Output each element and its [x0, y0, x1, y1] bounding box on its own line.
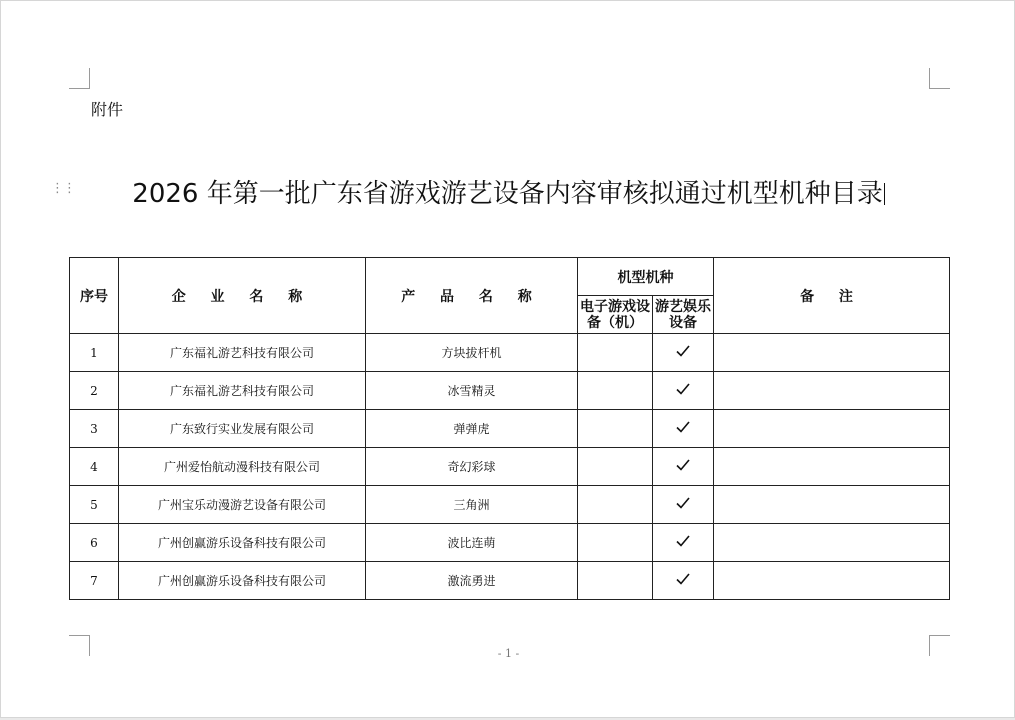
- cell-electronic[interactable]: [578, 486, 653, 524]
- table-row: [70, 524, 950, 562]
- table-row: [70, 372, 950, 410]
- page-number: - 1 -: [497, 647, 520, 660]
- cell-electronic[interactable]: [578, 448, 653, 486]
- cell-company[interactable]: 广东致行实业发展有限公司: [119, 410, 366, 448]
- cell-electronic[interactable]: [578, 334, 653, 372]
- attachment-label: 附件: [91, 100, 124, 119]
- cell-product[interactable]: 奇幻彩球: [366, 448, 578, 486]
- check-mark-icon: [675, 533, 691, 549]
- cell-product[interactable]: 冰雪精灵: [366, 372, 578, 410]
- header-seq: 序号: [70, 258, 119, 334]
- cell-electronic[interactable]: [578, 524, 653, 562]
- margin-corner-top-left: [69, 68, 90, 89]
- cell-remarks[interactable]: [714, 524, 950, 562]
- cell-product[interactable]: 弹弹虎: [366, 410, 578, 448]
- cell-company[interactable]: 广东福礼游艺科技有限公司: [119, 334, 366, 372]
- check-mark-icon: [675, 419, 691, 435]
- cell-amusement[interactable]: [653, 486, 714, 524]
- cell-seq[interactable]: 2: [70, 372, 119, 410]
- cell-remarks[interactable]: [714, 334, 950, 372]
- cell-company[interactable]: 广州宝乐动漫游艺设备有限公司: [119, 486, 366, 524]
- cell-remarks[interactable]: [714, 486, 950, 524]
- check-mark-icon: [675, 495, 691, 511]
- header-company: 企 业 名 称: [119, 258, 366, 334]
- table-row: [70, 448, 950, 486]
- cell-amusement[interactable]: [653, 524, 714, 562]
- margin-corner-top-right: [929, 68, 950, 89]
- cell-product[interactable]: 波比连萌: [366, 524, 578, 562]
- check-mark-icon: [675, 571, 691, 587]
- cell-product[interactable]: 方块拔杆机: [366, 334, 578, 372]
- cell-amusement[interactable]: [653, 334, 714, 372]
- cell-seq[interactable]: 4: [70, 448, 119, 486]
- table-body: [70, 334, 950, 600]
- cell-remarks[interactable]: [714, 562, 950, 600]
- check-mark-icon: [675, 381, 691, 397]
- header-remarks: 备 注: [714, 258, 950, 334]
- table-row: [70, 410, 950, 448]
- check-mark-icon: [675, 457, 691, 473]
- cell-product[interactable]: 三角洲: [366, 486, 578, 524]
- cell-amusement[interactable]: [653, 562, 714, 600]
- document-title-text: 2026 年第一批广东省游戏游艺设备内容审核拟通过机型机种目录: [132, 179, 883, 209]
- cell-company[interactable]: 广州创赢游乐设备科技有限公司: [119, 562, 366, 600]
- cell-company[interactable]: 广东福礼游艺科技有限公司: [119, 372, 366, 410]
- document-title[interactable]: [1, 173, 1015, 210]
- cell-electronic[interactable]: [578, 562, 653, 600]
- cell-amusement[interactable]: [653, 372, 714, 410]
- header-type-electronic: 电子游戏设备（机）: [578, 296, 653, 334]
- cell-remarks[interactable]: [714, 410, 950, 448]
- header-type-group: 机型机种: [578, 258, 714, 296]
- cell-seq[interactable]: 6: [70, 524, 119, 562]
- cell-seq[interactable]: 5: [70, 486, 119, 524]
- check-mark-icon: [675, 343, 691, 359]
- header-type-amusement: 游艺娱乐设备: [653, 296, 714, 334]
- cell-company[interactable]: 广州爱怡航动漫科技有限公司: [119, 448, 366, 486]
- cell-electronic[interactable]: [578, 410, 653, 448]
- table-row: [70, 562, 950, 600]
- text-cursor: [884, 183, 885, 205]
- cell-electronic[interactable]: [578, 372, 653, 410]
- cell-seq[interactable]: 7: [70, 562, 119, 600]
- cell-seq[interactable]: 3: [70, 410, 119, 448]
- cell-remarks[interactable]: [714, 448, 950, 486]
- table-row: [70, 334, 950, 372]
- drag-handle-icon[interactable]: ⋮⋮: [51, 181, 75, 196]
- header-product: 产 品 名 称: [366, 258, 578, 334]
- cell-remarks[interactable]: [714, 372, 950, 410]
- cell-amusement[interactable]: [653, 448, 714, 486]
- catalog-table: [69, 257, 950, 600]
- table-row: [70, 486, 950, 524]
- cell-company[interactable]: 广州创赢游乐设备科技有限公司: [119, 524, 366, 562]
- cell-amusement[interactable]: [653, 410, 714, 448]
- cell-seq[interactable]: 1: [70, 334, 119, 372]
- cell-product[interactable]: 激流勇进: [366, 562, 578, 600]
